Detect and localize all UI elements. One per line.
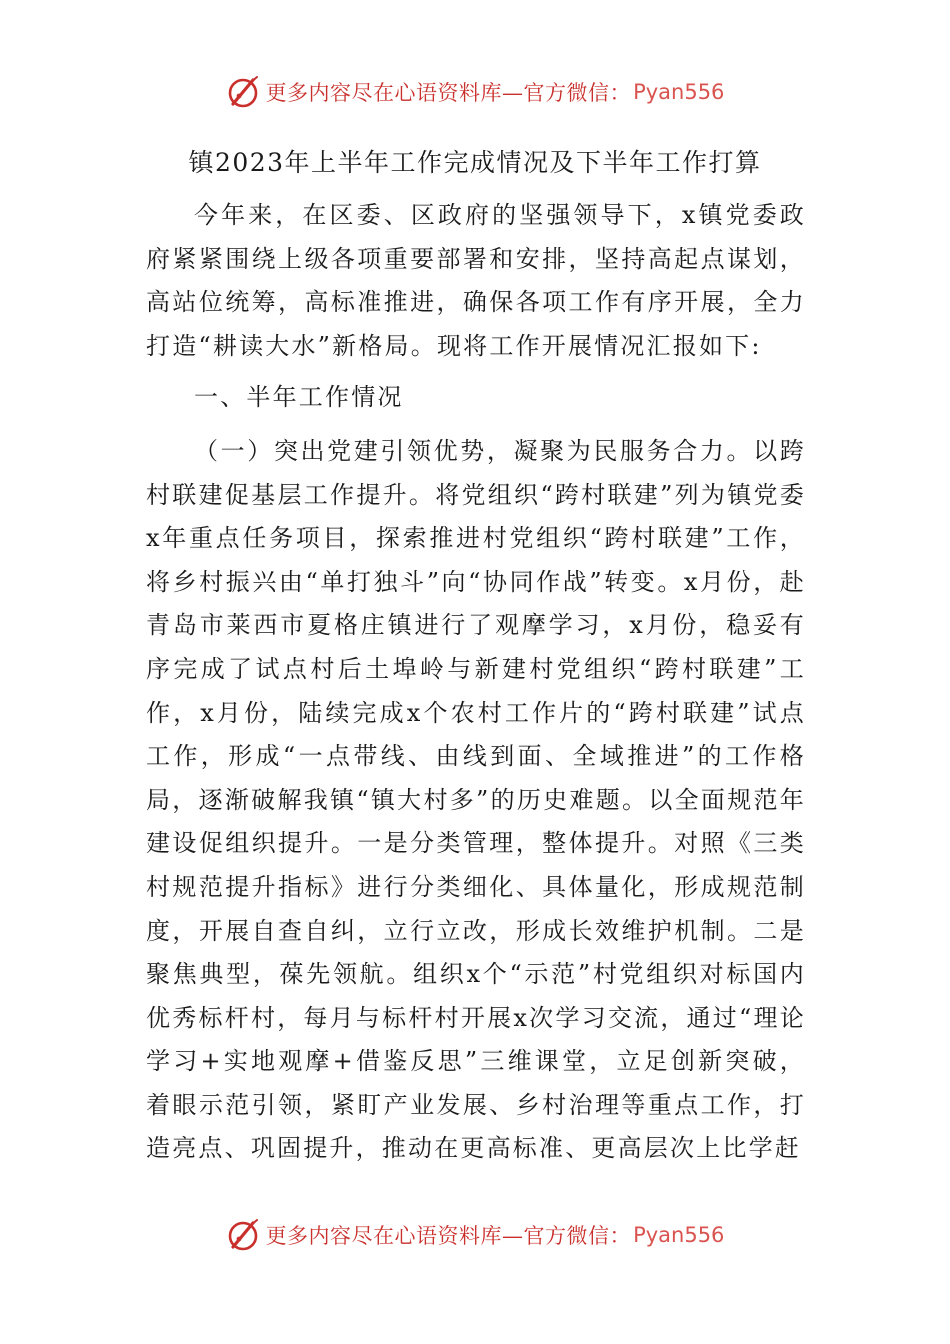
pen-logo-icon bbox=[226, 74, 262, 110]
banner-wechat-id: Pyan556 bbox=[633, 1223, 725, 1247]
banner-wechat-id: Pyan556 bbox=[633, 80, 725, 104]
document-body bbox=[146, 194, 806, 1179]
header-banner bbox=[0, 72, 950, 112]
section-heading: 一、半年工作情况 bbox=[194, 383, 404, 412]
pen-logo-icon bbox=[226, 1217, 262, 1253]
body-paragraph: （一）突出党建引领优势，凝聚为民服务合力。以跨村联建促基层工作提升。将党组织“跨村联建”列为镇党委x年重点任务项目，探索推进村党组织“跨村联建”工作，将乡村振兴由“单打独斗”向“协同作战”转变。x月份，赴青岛市莱西市夏格庄镇进行了观摩学习，x月份，稳妥有序完成了试点村后土埠岭与新建村党组织“跨村联建”工作，x月份，陆续完成x个农村工作片的“跨村联建”试点工作，形成“一点带线、由线到面、全域推进”的工作格局，逐渐破解我镇“镇大村多”的历史难题。以全面规范年建设促组织提升。一是分类管理，整体提升。对照《三类村规范提升指标》进行分类细化、具体量化，形成规范制度，开展自查自纠，立行立改，形成长效维护机制。二是聚焦典型，葆先领航。组织x个“示范”村党组织对标国内优秀标杆村，每月与标杆村开展x次学习交流，通过“理论学习+实地观摩+借鉴反思”三维课堂，立足创新突破，着眼示范引领，紧盯产业发展、乡村治理等重点工作，打造亮点、巩固提升，推动在更高标准、更高层次上比学赶 bbox=[146, 436, 806, 1163]
banner-text: 更多内容尽在心语资料库—官方微信： bbox=[265, 81, 632, 105]
footer-banner bbox=[0, 1215, 950, 1255]
document-title: 镇2023年上半年工作完成情况及下半年工作打算 bbox=[188, 148, 762, 177]
intro-paragraph: 今年来，在区委、区政府的坚强领导下，x镇党委政府紧紧围绕上级各项重要部署和安排，坚持高起点谋划，高站位统筹，高标准推进，确保各项工作有序开展，全力打造“耕读大水”新格局。现将工作开展情况汇报如下: bbox=[146, 201, 806, 360]
banner-text: 更多内容尽在心语资料库—官方微信： bbox=[265, 1224, 632, 1248]
